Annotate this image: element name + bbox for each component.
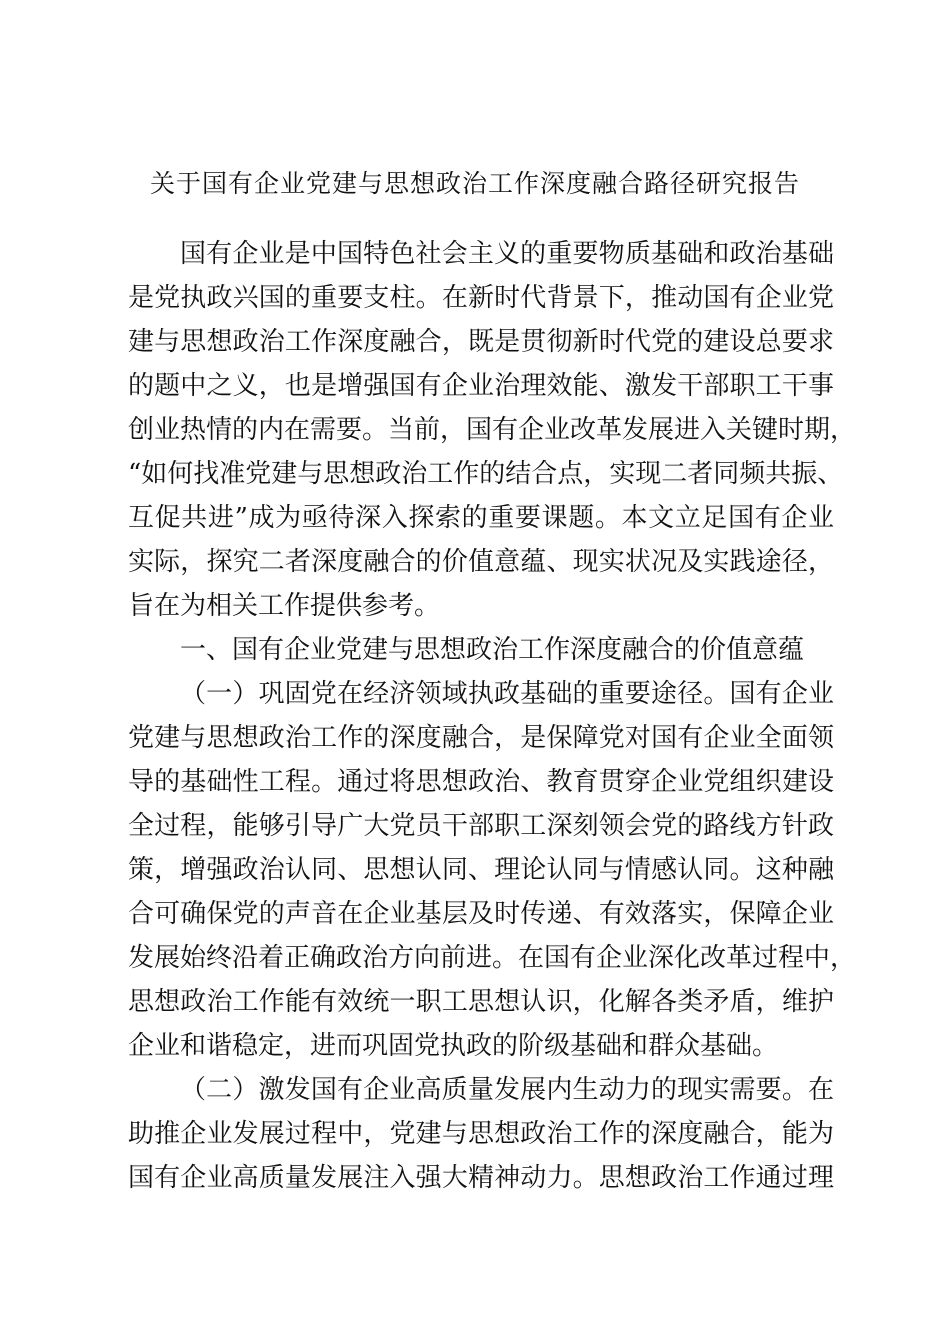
paragraph-line: “如何找准党建与思想政治工作的结合点，实现二者同频共振、 [128,459,844,489]
paragraph-line: 合可确保党的声音在企业基层及时传递、有效落实，保障企业 [128,899,834,929]
paragraph-line: 国有企业高质量发展注入强大精神动力。思想政治工作通过理 [128,1163,834,1193]
document-title: 关于国有企业党建与思想政治工作深度融合路径研究报告 [149,169,800,198]
paragraph-line: 党建与思想政治工作的深度融合，是保障党对国有企业全面领 [128,723,834,753]
paragraph-line: 互促共进”成为亟待深入探索的重要课题。本文立足国有企业 [128,503,834,533]
paragraph-line: 发展始终沿着正确政治方向前进。在国有企业深化改革过程中， [128,943,857,973]
paragraph-line: 的题中之义，也是增强国有企业治理效能、激发干部职工干事 [128,371,834,401]
paragraph-line: 国有企业是中国特色社会主义的重要物质基础和政治基础 [180,239,834,269]
paragraph-line: 企业和谐稳定，进而巩固党执政的阶级基础和群众基础。 [128,1031,779,1061]
paragraph-line: 旨在为相关工作提供参考。 [128,591,441,621]
paragraph-line: 创业热情的内在需要。当前，国有企业改革发展进入关键时期， [128,415,857,445]
paragraph-line: （二）激发国有企业高质量发展内生动力的现实需要。在 [180,1075,834,1105]
paragraph-line: 策，增强政治认同、思想认同、理论认同与情感认同。这种融 [128,855,834,885]
section-heading: 一、国有企业党建与思想政治工作深度融合的价值意蕴 [180,635,805,665]
paragraph-line: 是党执政兴国的重要支柱。在新时代背景下，推动国有企业党 [128,283,834,313]
paragraph-line: 建与思想政治工作深度融合，既是贯彻新时代党的建设总要求 [128,327,834,357]
paragraph-line: 思想政治工作能有效统一职工思想认识，化解各类矛盾，维护 [128,987,834,1017]
paragraph-line: 助推企业发展过程中，党建与思想政治工作的深度融合，能为 [128,1119,834,1149]
paragraph-line: （一）巩固党在经济领域执政基础的重要途径。国有企业 [180,679,834,709]
paragraph-line: 全过程，能够引导广大党员干部职工深刻领会党的路线方针政 [128,811,834,841]
paragraph-line: 实际，探究二者深度融合的价值意蕴、现实状况及实践途径， [128,547,834,577]
paragraph-line: 导的基础性工程。通过将思想政治、教育贯穿企业党组织建设 [128,767,834,797]
